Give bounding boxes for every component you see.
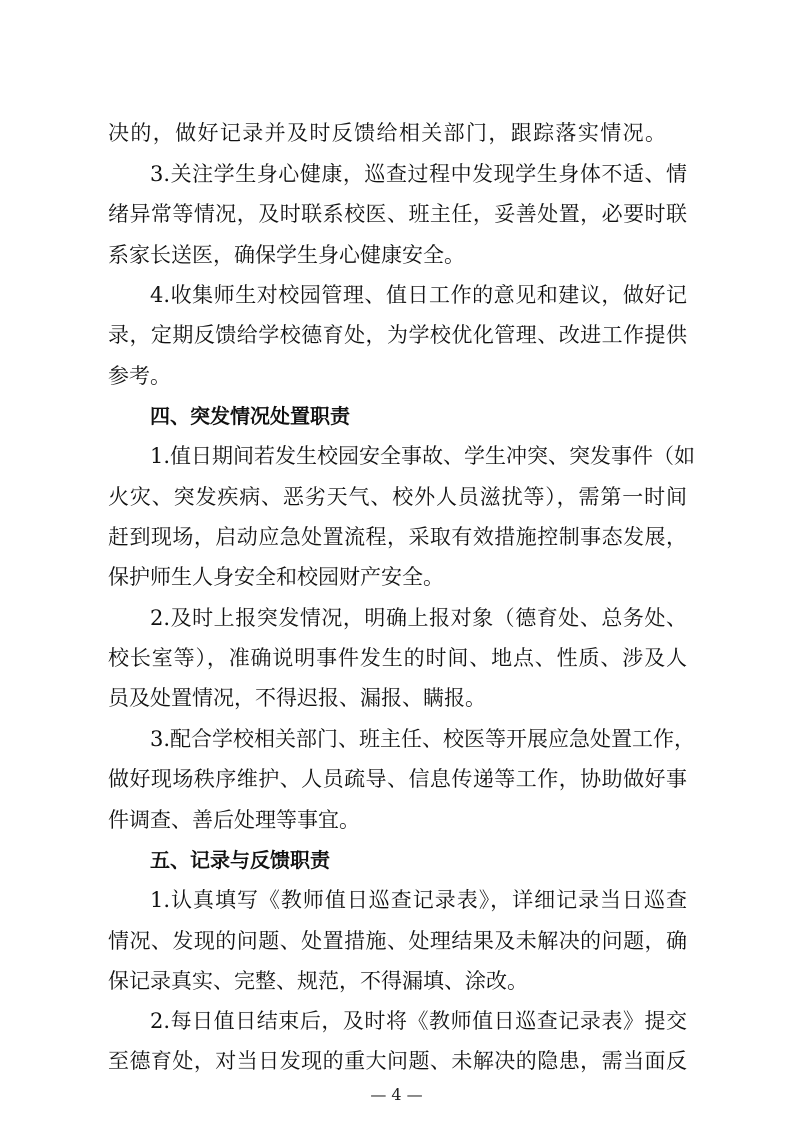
text-line xyxy=(0,315,793,355)
text-line-content: 绪异常等情况，及时联系校医、班主任，妥善处置，必要时联 xyxy=(108,202,687,226)
text-line xyxy=(0,800,793,840)
paragraph-first-line xyxy=(0,436,793,476)
text-line-content: 员及处置情况，不得迟报、漏报、瞒报。 xyxy=(108,686,486,710)
text-line-content: 3.关注学生身心健康，巡查过程中发现学生身体不适、情 xyxy=(150,162,687,186)
text-line xyxy=(0,113,793,153)
paragraph-first-line xyxy=(0,275,793,315)
text-line xyxy=(0,517,793,557)
text-line-content: 情况、发现的问题、处置措施、处理结果及未解决的问题，确 xyxy=(108,929,687,953)
section-heading-text: 五、记录与反馈职责 xyxy=(150,848,330,872)
text-line-content: 2.及时上报突发情况，明确上报对象（德育处、总务处、 xyxy=(150,606,687,630)
text-line-content: 1.认真填写《教师值日巡查记录表》，详细记录当日巡查 xyxy=(150,888,687,912)
page-number: — 4 — xyxy=(370,1085,423,1104)
text-line-content: 赶到现场，启动应急处置流程，采取有效措施控制事态发展， xyxy=(108,525,687,549)
text-line xyxy=(0,678,793,718)
text-line-content: 系家长送医，确保学生身心健康安全。 xyxy=(108,243,465,267)
text-line-content: 参考。 xyxy=(108,364,171,388)
paragraph-first-line xyxy=(0,154,793,194)
section-heading xyxy=(0,840,793,880)
text-line-content: 1.值日期间若发生校园安全事故、学生冲突、突发事件（如 xyxy=(150,444,696,468)
text-line-content: 2.每日值日结束后，及时将《教师值日巡查记录表》提交 xyxy=(150,1009,687,1033)
text-line-content: 保护师生人身安全和校园财产安全。 xyxy=(108,565,444,589)
paragraph-first-line xyxy=(0,1001,793,1041)
text-line-content: 做好现场秩序维护、人员疏导、信息传递等工作，协助做好事 xyxy=(108,767,687,791)
text-line xyxy=(0,638,793,678)
text-line-content: 火灾、突发疾病、恶劣天气、校外人员滋扰等），需第一时间 xyxy=(108,485,687,509)
text-line-content: 决的，做好记录并及时反馈给相关部门，跟踪落实情况。 xyxy=(108,121,666,145)
paragraph-first-line xyxy=(0,880,793,920)
text-line xyxy=(0,557,793,597)
text-line xyxy=(0,235,793,275)
text-line xyxy=(0,477,793,517)
text-line-content: 件调查、善后处理等事宜。 xyxy=(108,808,360,832)
text-line-content: 3.配合学校相关部门、班主任、校医等开展应急处置工作， xyxy=(150,727,696,751)
text-line xyxy=(0,921,793,961)
text-line xyxy=(0,356,793,396)
section-heading xyxy=(0,396,793,436)
text-line-content: 录，定期反馈给学校德育处，为学校优化管理、改进工作提供 xyxy=(108,323,687,347)
text-line-content: 保记录真实、完整、规范，不得漏填、涂改。 xyxy=(108,969,528,993)
text-line xyxy=(0,1041,793,1081)
text-line-content: 4.收集师生对校园管理、值日工作的意见和建议，做好记 xyxy=(150,283,687,307)
paragraph-first-line xyxy=(0,719,793,759)
section-heading-text: 四、突发情况处置职责 xyxy=(150,404,350,428)
text-line xyxy=(0,961,793,1001)
text-line-content: 校长室等），准确说明事件发生的时间、地点、性质、涉及人 xyxy=(108,646,687,670)
text-line xyxy=(0,759,793,799)
text-line xyxy=(0,194,793,234)
paragraph-first-line xyxy=(0,598,793,638)
text-line-content: 至德育处，对当日发现的重大问题、未解决的隐患，需当面反 xyxy=(108,1049,687,1073)
